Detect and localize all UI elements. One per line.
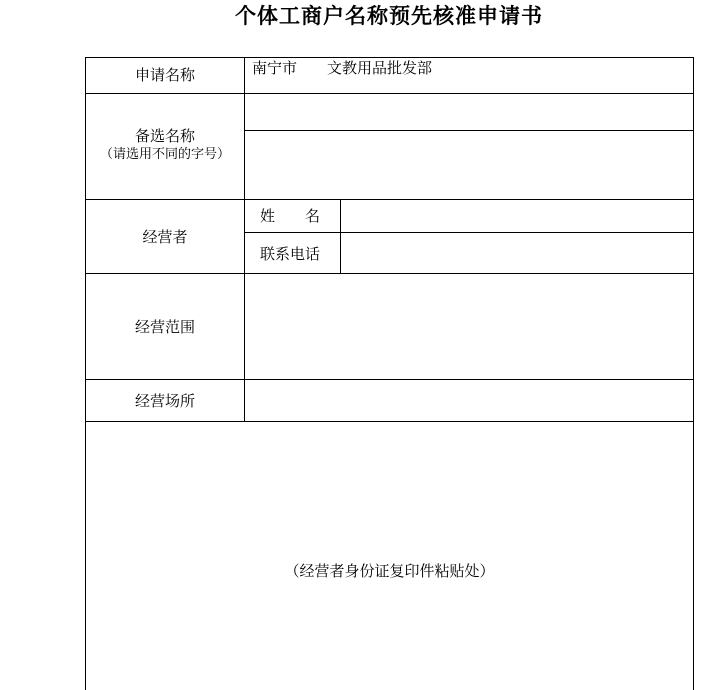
row-divider-application-name — [85, 93, 694, 94]
alternative-name-note: （请选用不同的字号） — [99, 147, 230, 162]
application-name-value: 南宁市 文教用品批发部 — [252, 59, 433, 77]
operator-subcolumn-divider — [340, 199, 341, 274]
business-scope-label: 经营范围 — [134, 318, 195, 336]
row-divider-operator — [85, 273, 694, 274]
operator-label: 经营者 — [142, 228, 188, 246]
row-divider-business-scope — [85, 379, 694, 380]
id-copy-note: （经营者身份证复印件粘贴处） — [284, 562, 495, 580]
table-border-top — [85, 57, 694, 58]
table-border-right — [693, 57, 694, 690]
label-column-divider — [244, 57, 245, 422]
application-name-label: 申请名称 — [134, 66, 195, 84]
row-divider-operator-inner — [244, 232, 694, 233]
page-title: 个体工商户名称预先核准申请书 — [235, 3, 543, 28]
operator-name-label: 姓 名 — [260, 207, 321, 225]
business-place-label: 经营场所 — [134, 392, 195, 410]
row-divider-alternative-inner — [244, 130, 694, 131]
operator-phone-label: 联系电话 — [260, 245, 321, 263]
alternative-name-label: 备选名称 — [134, 127, 195, 145]
row-divider-business-place — [85, 421, 694, 422]
row-divider-alternative-name — [85, 199, 694, 200]
